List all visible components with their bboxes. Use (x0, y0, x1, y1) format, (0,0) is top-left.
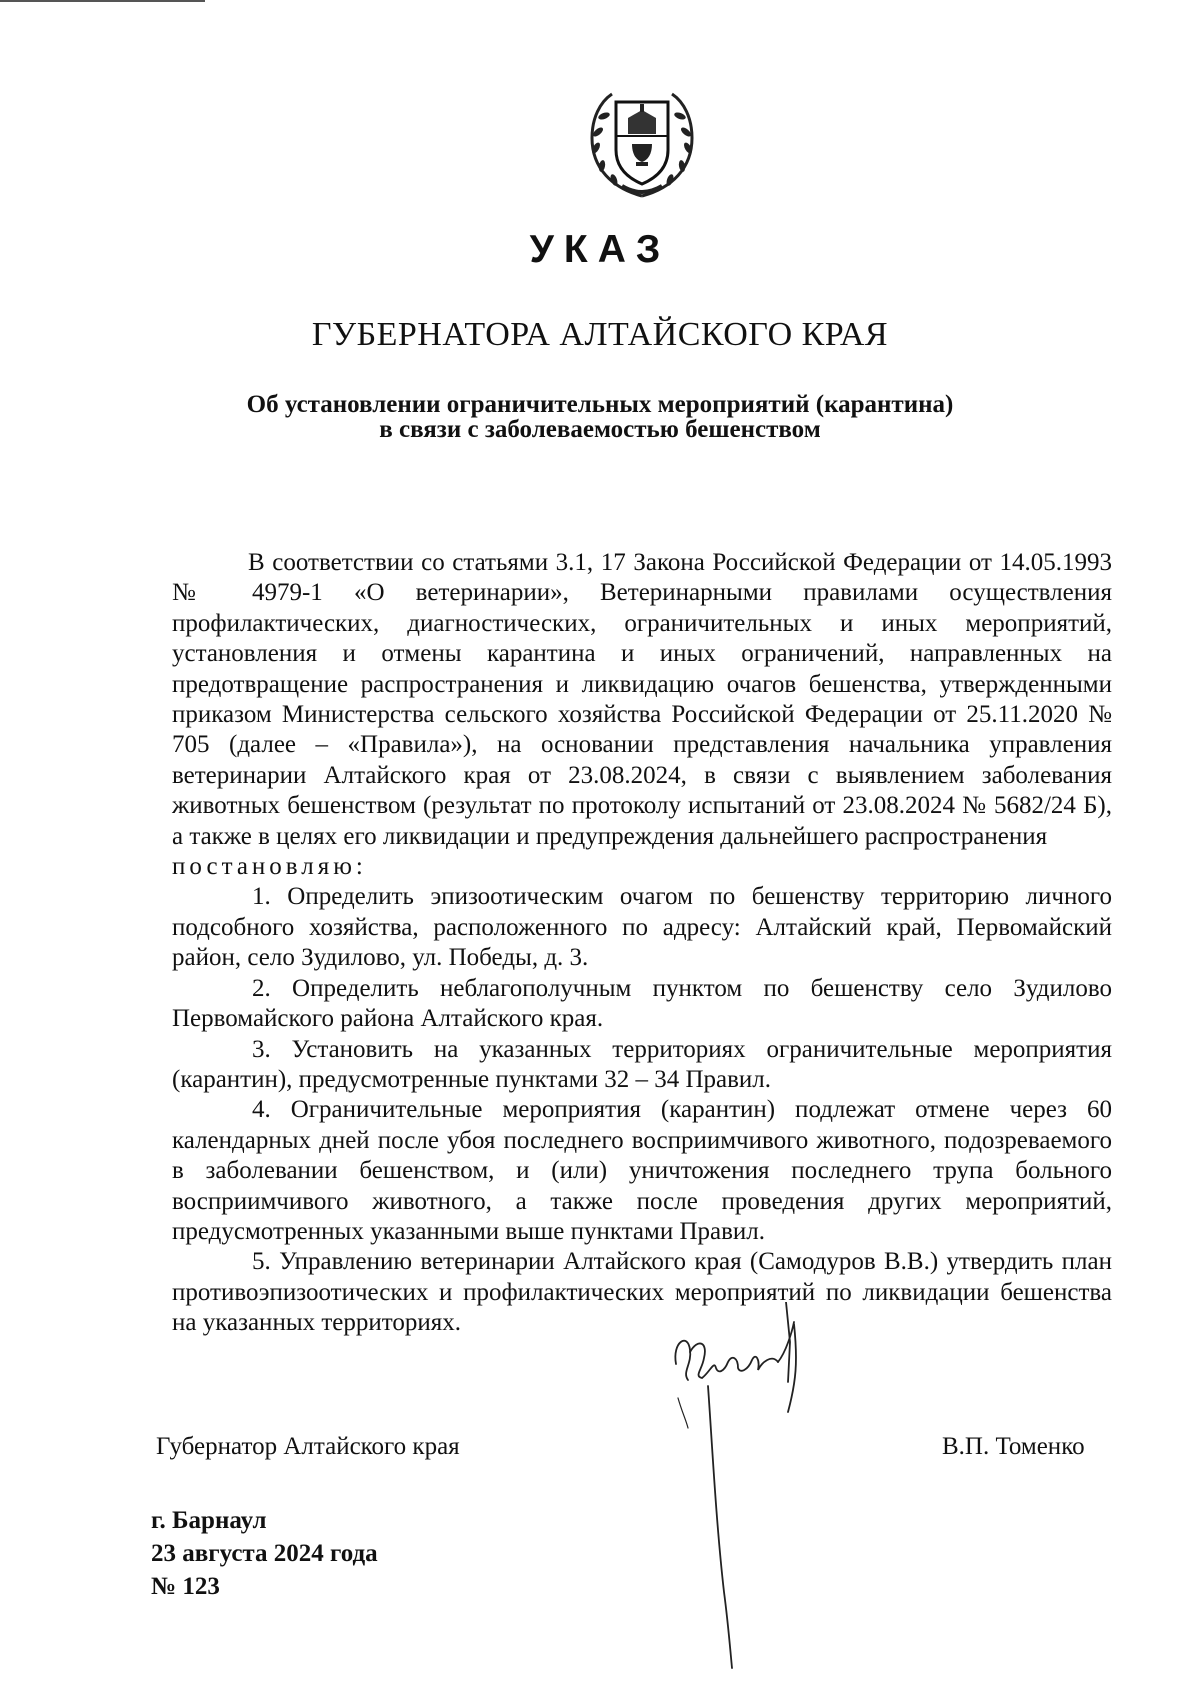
altai-krai-coat-of-arms-icon (582, 88, 702, 200)
issuer-heading: ГУБЕРНАТОРА АЛТАЙСКОГО КРАЯ (311, 316, 889, 353)
resolve-paragraph (172, 852, 1112, 882)
handwritten-signature-icon (668, 1302, 828, 1672)
resolve-word: постановляю: (172, 853, 367, 881)
point-2: 2. Определить неблагополучным пунктом по бешенству село Зудилово Первомайского района Алтайского края. (172, 974, 1112, 1033)
decree-subject (0, 392, 1200, 442)
signer-name: В.П. Томенко (942, 1433, 1085, 1460)
decree-number: № 123 (151, 1573, 220, 1600)
decree-body (172, 548, 1112, 1339)
issue-city: г. Барнаул (151, 1507, 267, 1534)
decree-title: УКАЗ (529, 228, 671, 271)
point-4: 4. Ограничительные мероприятия (карантин) подлежат отмене через 60 календарных дней после убоя последнего восприимчивого животного, подозреваемого в заболевании бешенством, и (или) уничтожения последнего трупа больного восприимчивого животного, а также после проведения других мероприятий, предусмотренных указанными выше пунктами Правил. (172, 1096, 1112, 1245)
top-rule (0, 0, 205, 2)
preamble-paragraph: В соответствии со статьями 3.1, 17 Закона Российской Федерации от 14.05.1993 № 4979-1 «О ветеринарии», Ветеринарными правилами осуществления профилактических, диагностических, ограничительных и иных мероприятий, установления и отмены карантина и иных ограничений, направленных на предотвращение распространения и ликвидацию очагов бешенства, утвержденными приказом Министерства сельского хозяйства Российской Федерации от 25.11.2020 № 705 (далее – «Правила»), на основании представления начальника управления ветеринарии Алтайского края от 23.08.2024, в связи с выявлением заболевания животных бешенством (результат по протоколу испытаний от 23.08.2024 № 5682/24 Б), а также в целях его ликвидации и предупреждения дальнейшего распространения (172, 549, 1112, 850)
issue-date: 23 августа 2024 года (151, 1540, 378, 1567)
decree-meta (151, 1504, 378, 1603)
subject-line-2: в связи с заболеваемостью бешенством (379, 416, 821, 443)
subject-line-1: Об установлении ограничительных мероприятий (карантина) (246, 391, 954, 418)
signer-position: Губернатор Алтайского края (156, 1433, 460, 1460)
point-3: 3. Установить на указанных территориях ограничительные мероприятия (карантин), предусмотренные пунктами 32 – 34 Правил. (172, 1035, 1112, 1093)
point-1: 1. Определить эпизоотическим очагом по бешенству территорию личного подсобного хозяйства, расположенного по адресу: Алтайский край, Первомайский район, село Зудилово, ул. Победы, д. 3. (172, 883, 1112, 972)
point-5: 5. Управлению ветеринарии Алтайского края (Самодуров В.В.) утвердить план противоэпизоотических и профилактических мероприятий по ликвидации бешенства на указанных территориях. (172, 1248, 1112, 1337)
